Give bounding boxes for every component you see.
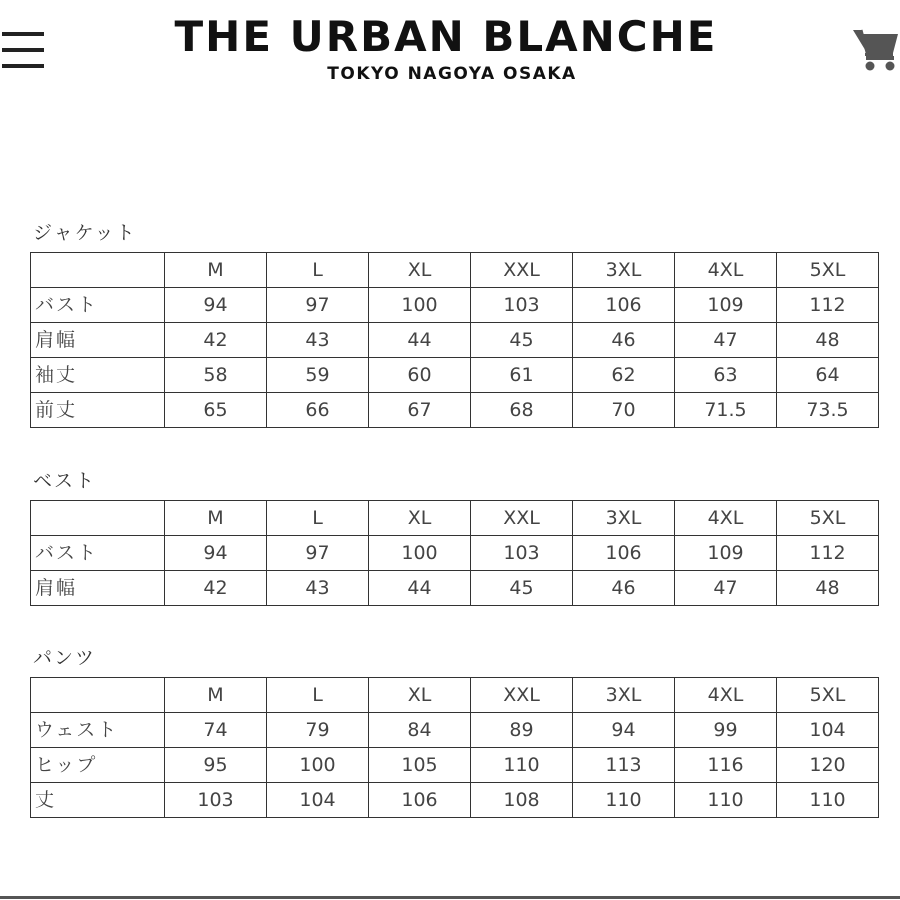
measurement-cell: 42 xyxy=(165,571,267,606)
measurement-cell: 113 xyxy=(573,748,675,783)
brand-tagline: TOKYO NAGOYA OSAKA xyxy=(327,64,577,84)
measurement-cell: 43 xyxy=(267,571,369,606)
size-header: 5XL xyxy=(777,501,879,536)
bottom-divider xyxy=(0,896,900,899)
measurement-cell: 97 xyxy=(267,288,369,323)
measurement-cell: 63 xyxy=(675,358,777,393)
measurement-cell: 71.5 xyxy=(675,393,777,428)
measurement-cell: 94 xyxy=(165,288,267,323)
size-header: M xyxy=(165,678,267,713)
measurement-cell: 58 xyxy=(165,358,267,393)
table-row xyxy=(31,571,879,606)
measurement-cell: 67 xyxy=(369,393,471,428)
size-header: 5XL xyxy=(777,678,879,713)
size-header: 3XL xyxy=(573,678,675,713)
size-header: 4XL xyxy=(675,678,777,713)
size-header: L xyxy=(267,501,369,536)
table-row xyxy=(31,783,879,818)
row-label: バスト xyxy=(31,288,165,323)
measurement-cell: 45 xyxy=(471,571,573,606)
table-header-row xyxy=(31,253,879,288)
measurement-cell: 110 xyxy=(675,783,777,818)
pants-size-table xyxy=(30,677,879,818)
measurement-cell: 74 xyxy=(165,713,267,748)
table-header-row xyxy=(31,678,879,713)
size-header: 4XL xyxy=(675,253,777,288)
cart-svg xyxy=(852,26,900,72)
table-row xyxy=(31,536,879,571)
size-header: L xyxy=(267,678,369,713)
table-row xyxy=(31,358,879,393)
measurement-cell: 94 xyxy=(165,536,267,571)
measurement-cell: 43 xyxy=(267,323,369,358)
measurement-cell: 73.5 xyxy=(777,393,879,428)
measurement-cell: 112 xyxy=(777,288,879,323)
measurement-cell: 99 xyxy=(675,713,777,748)
measurement-cell: 79 xyxy=(267,713,369,748)
measurement-cell: 61 xyxy=(471,358,573,393)
measurement-cell: 42 xyxy=(165,323,267,358)
row-label: 丈 xyxy=(31,783,165,818)
measurement-cell: 109 xyxy=(675,288,777,323)
measurement-cell: 110 xyxy=(573,783,675,818)
measurement-cell: 84 xyxy=(369,713,471,748)
measurement-cell: 110 xyxy=(471,748,573,783)
size-header: XXL xyxy=(471,501,573,536)
measurement-cell: 64 xyxy=(777,358,879,393)
measurement-cell: 109 xyxy=(675,536,777,571)
size-header: 3XL xyxy=(573,253,675,288)
row-label: 袖丈 xyxy=(31,358,165,393)
measurement-cell: 89 xyxy=(471,713,573,748)
measurement-cell: 103 xyxy=(471,288,573,323)
measurement-cell: 100 xyxy=(267,748,369,783)
measurement-cell: 108 xyxy=(471,783,573,818)
measurement-cell: 66 xyxy=(267,393,369,428)
size-header: 5XL xyxy=(777,253,879,288)
vest-size-table xyxy=(30,500,879,606)
measurement-cell: 104 xyxy=(267,783,369,818)
measurement-cell: 46 xyxy=(573,323,675,358)
measurement-cell: 110 xyxy=(777,783,879,818)
header-empty-cell xyxy=(31,678,165,713)
row-label: ヒップ xyxy=(31,748,165,783)
measurement-cell: 100 xyxy=(369,288,471,323)
measurement-cell: 95 xyxy=(165,748,267,783)
measurement-cell: 59 xyxy=(267,358,369,393)
size-header: 4XL xyxy=(675,501,777,536)
vest-section-title: ベスト xyxy=(33,470,97,492)
measurement-cell: 103 xyxy=(471,536,573,571)
size-header: XXL xyxy=(471,253,573,288)
measurement-cell: 112 xyxy=(777,536,879,571)
measurement-cell: 62 xyxy=(573,358,675,393)
measurement-cell: 65 xyxy=(165,393,267,428)
measurement-cell: 105 xyxy=(369,748,471,783)
measurement-cell: 116 xyxy=(675,748,777,783)
row-label: 肩幅 xyxy=(31,571,165,606)
measurement-cell: 44 xyxy=(369,571,471,606)
measurement-cell: 47 xyxy=(675,571,777,606)
row-label: 肩幅 xyxy=(31,323,165,358)
table-row xyxy=(31,713,879,748)
measurement-cell: 48 xyxy=(777,323,879,358)
measurement-cell: 120 xyxy=(777,748,879,783)
table-row xyxy=(31,323,879,358)
measurement-cell: 44 xyxy=(369,323,471,358)
size-header: L xyxy=(267,253,369,288)
measurement-cell: 106 xyxy=(573,288,675,323)
measurement-cell: 97 xyxy=(267,536,369,571)
measurement-cell: 68 xyxy=(471,393,573,428)
measurement-cell: 60 xyxy=(369,358,471,393)
jacket-size-table xyxy=(30,252,879,428)
size-header: XL xyxy=(369,678,471,713)
site-header xyxy=(0,0,900,100)
jacket-section-title: ジャケット xyxy=(33,222,137,244)
measurement-cell: 46 xyxy=(573,571,675,606)
measurement-cell: 48 xyxy=(777,571,879,606)
size-header: XXL xyxy=(471,678,573,713)
header-empty-cell xyxy=(31,501,165,536)
table-row xyxy=(31,748,879,783)
table-row xyxy=(31,393,879,428)
measurement-cell: 45 xyxy=(471,323,573,358)
measurement-cell: 70 xyxy=(573,393,675,428)
table-row xyxy=(31,288,879,323)
measurement-cell: 100 xyxy=(369,536,471,571)
pants-section-title: パンツ xyxy=(33,647,97,669)
size-header: XL xyxy=(369,501,471,536)
brand-logo[interactable]: THE URBAN BLANCHE xyxy=(174,12,718,61)
size-header: M xyxy=(165,501,267,536)
row-label: バスト xyxy=(31,536,165,571)
row-label: ウェスト xyxy=(31,713,165,748)
measurement-cell: 106 xyxy=(573,536,675,571)
shopping-cart-icon[interactable] xyxy=(852,26,900,72)
header-empty-cell xyxy=(31,253,165,288)
measurement-cell: 106 xyxy=(369,783,471,818)
size-header: XL xyxy=(369,253,471,288)
row-label: 前丈 xyxy=(31,393,165,428)
table-header-row xyxy=(31,501,879,536)
size-header: 3XL xyxy=(573,501,675,536)
measurement-cell: 47 xyxy=(675,323,777,358)
measurement-cell: 104 xyxy=(777,713,879,748)
measurement-cell: 94 xyxy=(573,713,675,748)
measurement-cell: 103 xyxy=(165,783,267,818)
size-header: M xyxy=(165,253,267,288)
